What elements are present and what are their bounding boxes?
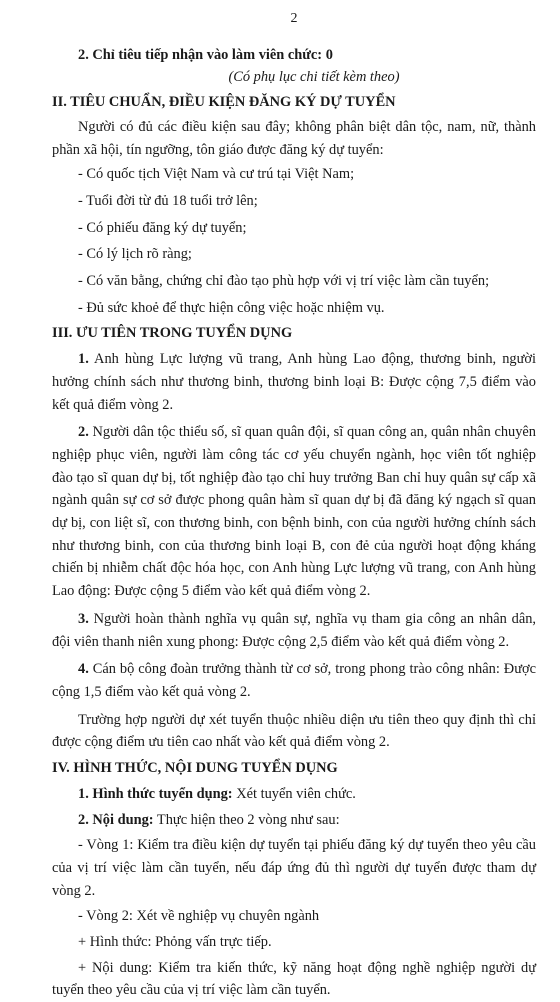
section-ii-intro: Người có đủ các điều kiện sau đây; không phân biệt dân tộc, nam, nữ, thành phần xã hội, tín ngưỡng, tôn giáo được đăng ký dự tuyển:: [52, 118, 536, 158]
paragraph-number: 1.: [78, 351, 89, 368]
list-item: - Có phiếu đăng ký dự tuyển;: [78, 219, 247, 236]
priority-paragraph-1: [52, 348, 536, 416]
section-2-note: (Có phụ lục chi tiết kèm theo): [228, 69, 400, 86]
priority-paragraph-4: [52, 658, 536, 703]
section-2-heading: 2. Chỉ tiêu tiếp nhận vào làm viên chức: 0: [78, 46, 333, 63]
paragraph-number: 2.: [78, 424, 89, 441]
content-paragraph: [52, 809, 536, 832]
page-number: 2: [290, 11, 298, 26]
section-iii-heading: III. ƯU TIÊN TRONG TUYỂN DỤNG: [52, 325, 293, 342]
priority-paragraph-3: [52, 608, 536, 653]
form-paragraph: [52, 783, 536, 806]
list-item: - Có quốc tịch Việt Nam và cư trú tại Việt Nam;: [78, 166, 355, 183]
paragraph-text: Anh hùng Lực lượng vũ trang, Anh hùng Lao động, thương binh, người hưởng chính sách như thương binh, thương binh loại B: Được cộng 7,5 điểm vào kết quả điểm vòng 2.: [52, 351, 536, 413]
list-item: - Đủ sức khoẻ để thực hiện công việc hoặc nhiệm vụ.: [78, 299, 385, 316]
round-2: - Vòng 2: Xét về nghiệp vụ chuyên ngành: [78, 908, 320, 925]
priority-paragraph-5: Trường hợp người dự xét tuyển thuộc nhiều diện ưu tiên theo quy định thì chỉ được cộng điểm ưu tiên cao nhất vào kết quả điểm vòng 2.: [52, 711, 536, 751]
list-item: - Có lý lịch rõ ràng;: [78, 246, 192, 263]
section-ii-list: [52, 163, 536, 319]
list-item: - Có văn bằng, chứng chỉ đào tạo phù hợp với vị trí việc làm cần tuyển;: [78, 273, 490, 290]
section-iv-heading: IV. HÌNH THỨC, NỘI DUNG TUYỂN DỤNG: [52, 760, 338, 777]
round-2-form: + Hình thức: Phỏng vấn trực tiếp.: [78, 934, 272, 951]
paragraph-text: Người dân tộc thiểu số, sĩ quan quân đội, sĩ quan công an, quân nhân chuyên nghiệp phục viên, người làm công tác cơ yếu chuyển ngành, học viên tốt nghiệp đào tạo sĩ quan dự bị, tốt nghiệp đào tạo chỉ huy trưởng Ban chỉ huy quân sự cấp xã ngành quân sự cơ sở được phong quân hàm sĩ quan dự bị đã đăng ký ngạch sĩ quan dự bị, con liệt sĩ, con thương binh, con bệnh binh, con của người hưởng chính sách như thương binh, con của thương binh loại B, con đẻ của người hoạt động kháng chiến bị nhiễm chất độc hóa học, con Anh hùng Lực lượng vũ trang, con Anh hùng Lao động: Được cộng 5 điểm vào kết quả điểm vòng 2.: [52, 424, 536, 600]
list-item: - Tuổi đời từ đủ 18 tuổi trở lên;: [78, 192, 258, 209]
priority-paragraph-2: [52, 421, 536, 603]
paragraph-text: Người hoàn thành nghĩa vụ quân sự, nghĩa vụ tham gia công an nhân dân, đội viên thanh niên xung phong: Được cộng 2,5 điểm vào kết quả điểm vòng 2.: [52, 610, 536, 650]
paragraph-label: 2. Nội dung:: [78, 811, 154, 828]
round-1: - Vòng 1: Kiểm tra điều kiện dự tuyển tại phiếu đăng ký dự tuyển theo yêu cầu của vị trí việc làm cần tuyển, nếu đáp ứng đủ thì người dự tuyển được tham dự vòng 2.: [52, 837, 536, 899]
section-ii-heading: II. TIÊU CHUẨN, ĐIỀU KIỆN ĐĂNG KÝ DỰ TUYỂN: [52, 94, 396, 111]
paragraph-text: Thực hiện theo 2 vòng như sau:: [153, 811, 340, 828]
paragraph-text: Cán bộ công đoàn trưởng thành từ cơ sở, trong phong trào công nhân: Được cộng 1,5 điểm vào kết quả vòng 2.: [52, 661, 536, 700]
paragraph-label: 1. Hình thức tuyển dụng:: [78, 785, 233, 802]
paragraph-number: 4.: [78, 661, 89, 678]
paragraph-text: Xét tuyển viên chức.: [232, 785, 356, 802]
paragraph-number: 3.: [78, 610, 89, 627]
round-2-content: + Nội dung: Kiểm tra kiến thức, kỹ năng hoạt động nghề nghiệp người dự tuyển theo yêu cầu của vị trí việc làm cần tuyển.: [52, 959, 536, 999]
